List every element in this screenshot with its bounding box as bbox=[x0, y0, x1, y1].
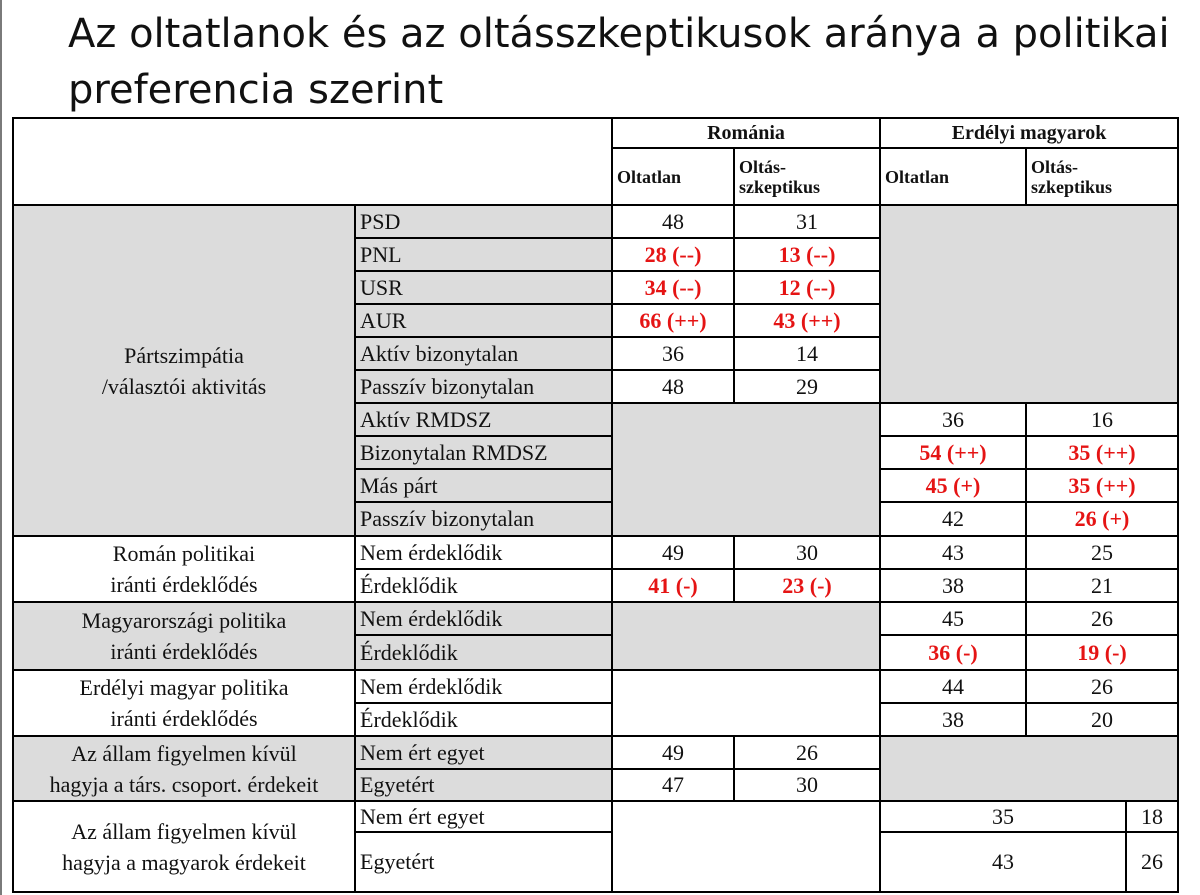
empty-block-ro bbox=[612, 602, 880, 670]
cell-em-oltatlan: 38 bbox=[880, 569, 1026, 602]
cell-ro-szkeptikus: 30 bbox=[734, 769, 880, 801]
cell-em-oltatlan: 35 bbox=[880, 801, 1126, 832]
header-row bbox=[13, 118, 1178, 148]
cell-ro-szkeptikus: 30 bbox=[734, 536, 880, 569]
row-label: PNL bbox=[355, 238, 612, 271]
table-row bbox=[13, 801, 1178, 832]
row-label: Nem érdeklődik bbox=[355, 670, 612, 703]
cell-em-oltatlan: 44 bbox=[880, 670, 1026, 703]
cell-em-oltatlan: 54 (++) bbox=[880, 436, 1026, 469]
row-label: USR bbox=[355, 271, 612, 304]
cell-ro-szkeptikus: 26 bbox=[734, 736, 880, 769]
group-erdelyi-magyar-politika bbox=[13, 670, 355, 736]
group-label-line2: iránti érdeklődés bbox=[110, 706, 258, 731]
cell-em-szkeptikus: 20 bbox=[1026, 703, 1178, 736]
row-label: Érdeklődik bbox=[355, 635, 612, 670]
cell-ro-oltatlan: 41 (-) bbox=[612, 569, 734, 602]
row-label: Más párt bbox=[355, 469, 612, 502]
table-row bbox=[13, 536, 1178, 569]
cell-ro-szkeptikus: 14 bbox=[734, 337, 880, 370]
empty-block-em bbox=[880, 736, 1178, 801]
row-label: Nem érdeklődik bbox=[355, 536, 612, 569]
group-label-line1: Erdélyi magyar politika bbox=[79, 675, 289, 700]
subheader-ro-szkeptikus-line1: Oltás- bbox=[739, 156, 786, 177]
subheader-em-oltatlan: Oltatlan bbox=[880, 148, 1026, 205]
row-label: Nem ért egyet bbox=[355, 801, 612, 832]
cell-em-oltatlan: 43 bbox=[880, 832, 1126, 892]
cell-em-oltatlan: 36 (-) bbox=[880, 635, 1026, 670]
subheader-ro-szkeptikus bbox=[734, 148, 880, 205]
cell-em-oltatlan: 42 bbox=[880, 502, 1026, 536]
row-label: Aktív bizonytalan bbox=[355, 337, 612, 370]
header-erdelyi-magyarok: Erdélyi magyarok bbox=[880, 118, 1178, 148]
cell-ro-oltatlan: 49 bbox=[612, 736, 734, 769]
cell-ro-oltatlan: 66 (++) bbox=[612, 304, 734, 337]
cell-em-szkeptikus: 26 bbox=[1126, 832, 1178, 892]
row-label: Passzív bizonytalan bbox=[355, 502, 612, 536]
subheader-em-szkeptikus-line1: Oltás- bbox=[1031, 156, 1079, 177]
cell-ro-oltatlan: 49 bbox=[612, 536, 734, 569]
group-label-line1: Pártszimpátia bbox=[124, 342, 244, 368]
group-magyarorszagi-politika bbox=[13, 602, 355, 670]
table-row bbox=[13, 736, 1178, 769]
group-label-line2: iránti érdeklődés bbox=[110, 572, 258, 597]
cell-ro-oltatlan: 48 bbox=[612, 205, 734, 238]
group-roman-politikai bbox=[13, 536, 355, 602]
empty-block-ro bbox=[612, 403, 880, 536]
cell-ro-szkeptikus: 23 (-) bbox=[734, 569, 880, 602]
empty-block-em bbox=[880, 205, 1178, 403]
subheader-ro-oltatlan: Oltatlan bbox=[612, 148, 734, 205]
table-row bbox=[13, 670, 1178, 703]
group-label-line1: Az állam figyelmen kívül bbox=[71, 818, 297, 844]
cell-ro-oltatlan: 34 (--) bbox=[612, 271, 734, 304]
empty-block-ro bbox=[612, 801, 880, 892]
subheader-ro-szkeptikus-line2: szkeptikus bbox=[739, 176, 821, 197]
cell-ro-oltatlan: 48 bbox=[612, 370, 734, 403]
page-title: Az oltatlanok és az oltásszkeptikusok aránya a politikai preferencia szerint bbox=[68, 11, 1170, 113]
cell-em-szkeptikus: 26 (+) bbox=[1026, 502, 1178, 536]
table-row bbox=[13, 205, 1178, 238]
cell-em-oltatlan: 36 bbox=[880, 403, 1026, 436]
cell-em-szkeptikus: 35 (++) bbox=[1026, 436, 1178, 469]
row-label: Aktív RMDSZ bbox=[355, 403, 612, 436]
cell-ro-oltatlan: 47 bbox=[612, 769, 734, 801]
subheader-em-szkeptikus bbox=[1026, 148, 1178, 205]
cell-em-oltatlan: 45 (+) bbox=[880, 469, 1026, 502]
row-label: AUR bbox=[355, 304, 612, 337]
group-label-line2: hagyja a magyarok érdekeit bbox=[62, 849, 306, 875]
row-label: Érdeklődik bbox=[355, 569, 612, 602]
header-romania: Románia bbox=[612, 118, 880, 148]
row-label: Passzív bizonytalan bbox=[355, 370, 612, 403]
group-allam-magyarok bbox=[13, 801, 355, 892]
cell-em-oltatlan: 38 bbox=[880, 703, 1026, 736]
cell-ro-szkeptikus: 43 (++) bbox=[734, 304, 880, 337]
cell-em-szkeptikus: 25 bbox=[1026, 536, 1178, 569]
group-allam-tars-csoport bbox=[13, 736, 355, 801]
cell-ro-szkeptikus: 31 bbox=[734, 205, 880, 238]
cell-em-szkeptikus: 26 bbox=[1026, 670, 1178, 703]
subheader-em-szkeptikus-line2: szkeptikus bbox=[1031, 176, 1113, 197]
row-label: Egyetért bbox=[355, 769, 612, 801]
cell-em-szkeptikus: 16 bbox=[1026, 403, 1178, 436]
group-label-line2: hagyja a társ. csoport. érdekeit bbox=[49, 771, 319, 797]
cell-em-szkeptikus: 18 bbox=[1126, 801, 1178, 832]
cell-em-oltatlan: 45 bbox=[880, 602, 1026, 635]
empty-block-ro bbox=[612, 670, 880, 736]
group-label-line1: Az állam figyelmen kívül bbox=[71, 740, 297, 766]
group-label-line1: Magyarországi politika bbox=[81, 608, 287, 633]
cell-ro-oltatlan: 36 bbox=[612, 337, 734, 370]
data-table bbox=[12, 117, 1179, 893]
cell-em-szkeptikus: 26 bbox=[1026, 602, 1178, 635]
row-label: PSD bbox=[355, 205, 612, 238]
cell-em-szkeptikus: 35 (++) bbox=[1026, 469, 1178, 502]
cell-ro-szkeptikus: 12 (--) bbox=[734, 271, 880, 304]
group-label-line2: iránti érdeklődés bbox=[110, 639, 258, 664]
group-label-line1: Román politikai bbox=[112, 541, 256, 566]
row-label: Bizonytalan RMDSZ bbox=[355, 436, 612, 469]
left-edge-line bbox=[0, 0, 2, 895]
cell-em-szkeptikus: 21 bbox=[1026, 569, 1178, 602]
group-partszimpatia bbox=[13, 205, 355, 536]
cell-em-szkeptikus: 19 (-) bbox=[1026, 635, 1178, 670]
cell-ro-oltatlan: 28 (--) bbox=[612, 238, 734, 271]
row-label: Egyetért bbox=[355, 832, 612, 892]
row-label: Nem érdeklődik bbox=[355, 602, 612, 635]
group-label-line2: /választói aktivitás bbox=[101, 373, 267, 399]
header-corner bbox=[13, 118, 612, 205]
cell-em-oltatlan: 43 bbox=[880, 536, 1026, 569]
cell-ro-szkeptikus: 13 (--) bbox=[734, 238, 880, 271]
row-label: Nem ért egyet bbox=[355, 736, 612, 769]
cell-ro-szkeptikus: 29 bbox=[734, 370, 880, 403]
row-label: Érdeklődik bbox=[355, 703, 612, 736]
table-row bbox=[13, 602, 1178, 635]
